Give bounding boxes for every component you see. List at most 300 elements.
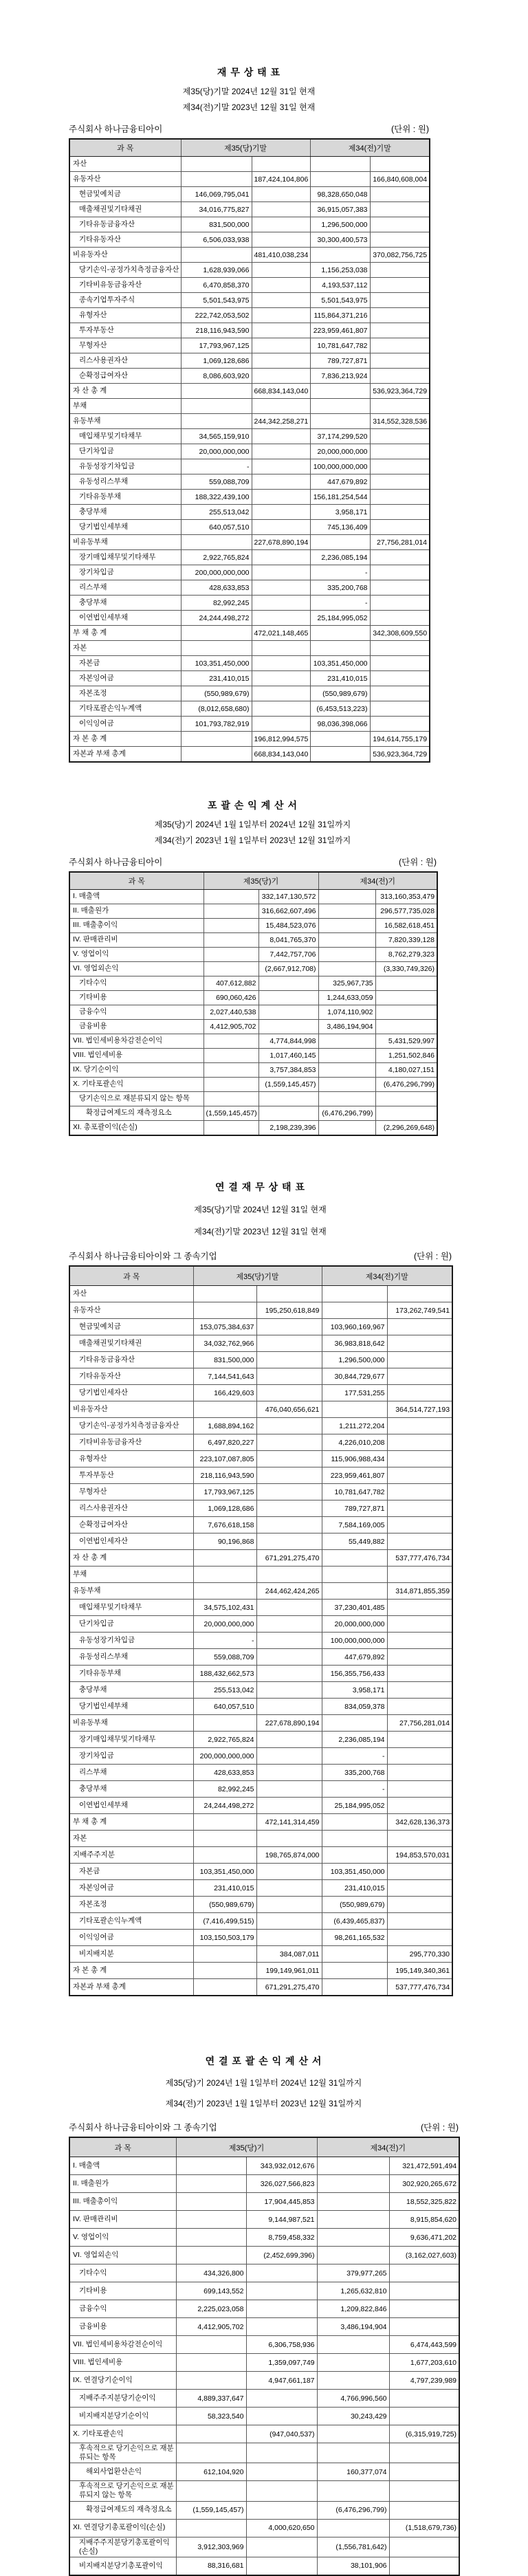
amount-cell bbox=[370, 550, 430, 565]
table-row bbox=[69, 1121, 437, 1136]
financial-table bbox=[69, 138, 430, 763]
amount-cell bbox=[181, 248, 252, 263]
amount-cell bbox=[317, 2481, 389, 2501]
amount-cell: 34,565,159,910 bbox=[181, 429, 252, 444]
amount-cell: - bbox=[310, 596, 370, 611]
amount-cell bbox=[193, 1567, 256, 1583]
table-row bbox=[69, 1666, 452, 1682]
account-cell: 기타수익 bbox=[69, 2264, 176, 2282]
amount-cell bbox=[176, 2443, 246, 2463]
amount-cell bbox=[256, 1319, 322, 1335]
statement-dates bbox=[69, 1199, 452, 1243]
amount-cell bbox=[256, 1781, 322, 1798]
amount-cell bbox=[256, 1699, 322, 1715]
amount-cell bbox=[387, 1286, 452, 1302]
amount-cell: 1,017,460,145 bbox=[258, 1049, 318, 1063]
account-cell: VI. 영업외손익 bbox=[69, 962, 204, 976]
amount-cell bbox=[387, 1732, 452, 1748]
amount-cell: (6,439,465,837) bbox=[322, 1913, 387, 1930]
table-row bbox=[69, 2336, 459, 2354]
amount-cell bbox=[375, 1005, 437, 1020]
account-cell: 기타비용 bbox=[69, 991, 204, 1005]
amount-cell: 7,144,541,643 bbox=[193, 1368, 256, 1385]
amount-cell bbox=[387, 1484, 452, 1500]
amount-cell: 5,431,529,997 bbox=[375, 1034, 437, 1049]
table-row bbox=[69, 1847, 452, 1864]
amount-cell bbox=[370, 353, 430, 369]
amount-cell bbox=[370, 474, 430, 490]
amount-cell bbox=[181, 747, 252, 763]
amount-cell bbox=[176, 2229, 246, 2247]
amount-cell bbox=[370, 671, 430, 686]
amount-cell bbox=[387, 1368, 452, 1385]
amount-cell bbox=[204, 1034, 258, 1049]
amount-cell bbox=[322, 1847, 387, 1864]
amount-cell bbox=[246, 2282, 317, 2300]
table-row bbox=[69, 384, 430, 399]
financial-table bbox=[69, 2137, 460, 2576]
table-row bbox=[69, 890, 437, 904]
amount-cell: 325,967,735 bbox=[318, 976, 375, 991]
amount-cell bbox=[310, 626, 370, 641]
column-header-current-period: 제35(당)기 bbox=[176, 2137, 317, 2157]
table-row bbox=[69, 2537, 459, 2557]
amount-cell: 314,871,855,359 bbox=[387, 1583, 452, 1600]
table-row bbox=[69, 520, 430, 535]
amount-cell: 115,864,371,216 bbox=[310, 308, 370, 323]
amount-cell bbox=[252, 202, 310, 217]
amount-cell: 2,198,239,396 bbox=[258, 1121, 318, 1136]
table-row bbox=[69, 2300, 459, 2318]
amount-cell bbox=[176, 2336, 246, 2354]
amount-cell bbox=[176, 2354, 246, 2372]
amount-cell: 1,296,500,000 bbox=[322, 1352, 387, 1368]
amount-cell: 559,088,709 bbox=[181, 474, 252, 490]
amount-cell bbox=[317, 2157, 389, 2175]
table-row bbox=[69, 1049, 437, 1063]
amount-cell: 379,977,265 bbox=[317, 2264, 389, 2282]
account-cell: 단기차입금 bbox=[69, 1616, 193, 1633]
column-header-prior-period: 제34(전)기말 bbox=[322, 1266, 452, 1286]
amount-cell bbox=[181, 414, 252, 429]
table-row bbox=[69, 1500, 452, 1517]
amount-cell bbox=[176, 2481, 246, 2501]
amount-cell bbox=[375, 976, 437, 991]
table-row bbox=[69, 948, 437, 962]
table-row bbox=[69, 2408, 459, 2425]
table-row bbox=[69, 611, 430, 626]
amount-cell: 196,812,994,575 bbox=[252, 732, 310, 747]
amount-cell: 218,116,943,590 bbox=[193, 1467, 256, 1484]
amount-cell bbox=[252, 459, 310, 474]
amount-cell: 6,497,820,227 bbox=[193, 1434, 256, 1451]
statement-meta bbox=[69, 1249, 452, 1262]
amount-cell bbox=[256, 1649, 322, 1666]
amount-cell: 153,075,384,637 bbox=[193, 1319, 256, 1335]
account-cell: 장기차입금 bbox=[69, 565, 181, 580]
amount-cell bbox=[317, 2443, 389, 2463]
amount-cell bbox=[193, 1286, 256, 1302]
amount-cell: 343,932,012,676 bbox=[246, 2157, 317, 2175]
amount-cell bbox=[318, 919, 375, 933]
amount-cell bbox=[318, 1063, 375, 1078]
amount-cell bbox=[387, 1434, 452, 1451]
amount-cell: 20,000,000,000 bbox=[322, 1616, 387, 1633]
account-cell: 금융비용 bbox=[69, 1020, 204, 1034]
amount-cell bbox=[204, 933, 258, 948]
amount-cell bbox=[204, 962, 258, 976]
amount-cell: 166,840,608,004 bbox=[370, 172, 430, 187]
amount-cell: 8,086,603,920 bbox=[181, 369, 252, 384]
amount-cell bbox=[252, 520, 310, 535]
amount-cell bbox=[387, 1567, 452, 1583]
amount-cell: 4,412,905,702 bbox=[176, 2318, 246, 2336]
table-row bbox=[69, 2463, 459, 2481]
amount-cell: 314,552,328,536 bbox=[370, 414, 430, 429]
amount-cell bbox=[246, 2300, 317, 2318]
amount-cell: 7,820,339,128 bbox=[375, 933, 437, 948]
table-row bbox=[69, 474, 430, 490]
table-row bbox=[69, 1930, 452, 1946]
table-row bbox=[69, 1034, 437, 1049]
amount-cell bbox=[176, 2247, 246, 2264]
amount-cell bbox=[370, 263, 430, 278]
table-row bbox=[69, 641, 430, 656]
account-cell: 후속적으로 당기손익으로 재분류되는 항목 bbox=[69, 2443, 176, 2463]
amount-cell bbox=[252, 217, 310, 232]
amount-cell: 4,774,844,998 bbox=[258, 1034, 318, 1049]
statement-meta bbox=[69, 855, 437, 868]
table-row bbox=[69, 1434, 452, 1451]
amount-cell: 25,184,995,052 bbox=[322, 1798, 387, 1814]
amount-cell bbox=[204, 1078, 258, 1092]
statement-dates bbox=[69, 2073, 459, 2114]
amount-cell bbox=[387, 1682, 452, 1699]
table-row bbox=[69, 1781, 452, 1798]
account-cell: 비지배지분 bbox=[69, 1946, 193, 1963]
amount-cell: 103,351,450,000 bbox=[193, 1864, 256, 1880]
table-row bbox=[69, 1484, 452, 1500]
amount-cell bbox=[375, 1106, 437, 1121]
amount-cell: 834,059,378 bbox=[322, 1699, 387, 1715]
table-row bbox=[69, 2425, 459, 2443]
amount-cell: 640,057,510 bbox=[181, 520, 252, 535]
amount-cell: 640,057,510 bbox=[193, 1699, 256, 1715]
table-row bbox=[69, 626, 430, 641]
amount-cell bbox=[256, 1286, 322, 1302]
table-row bbox=[69, 1616, 452, 1633]
amount-cell bbox=[181, 626, 252, 641]
amount-cell: (1,559,145,457) bbox=[258, 1078, 318, 1092]
amount-cell: 364,514,727,193 bbox=[387, 1401, 452, 1418]
amount-cell bbox=[252, 701, 310, 717]
amount-cell bbox=[256, 1600, 322, 1616]
amount-cell bbox=[322, 1831, 387, 1847]
amount-cell: 9,636,471,202 bbox=[389, 2229, 459, 2247]
account-cell: 유동부채 bbox=[69, 1583, 193, 1600]
amount-cell: 472,141,314,459 bbox=[256, 1814, 322, 1831]
amount-cell: 745,136,409 bbox=[310, 520, 370, 535]
account-cell: 자산 bbox=[69, 157, 181, 172]
financial-statement bbox=[69, 1180, 452, 1996]
table-body bbox=[69, 890, 437, 1136]
amount-cell: 227,678,890,194 bbox=[256, 1715, 322, 1732]
amount-cell bbox=[256, 1500, 322, 1517]
amount-cell bbox=[256, 1567, 322, 1583]
amount-cell: (3,162,027,603) bbox=[389, 2247, 459, 2264]
account-cell: 리스사용권자산 bbox=[69, 353, 181, 369]
amount-cell: 98,036,398,066 bbox=[310, 717, 370, 732]
amount-cell bbox=[256, 1418, 322, 1434]
amount-cell bbox=[322, 1715, 387, 1732]
table-row bbox=[69, 1063, 437, 1078]
table-row bbox=[69, 550, 430, 565]
account-cell: 자산 bbox=[69, 1286, 193, 1302]
table-row bbox=[69, 172, 430, 187]
amount-cell: 27,756,281,014 bbox=[370, 535, 430, 550]
table-header-row bbox=[69, 872, 437, 890]
amount-cell: 428,633,853 bbox=[181, 580, 252, 596]
amount-cell: 2,225,023,058 bbox=[176, 2300, 246, 2318]
amount-cell bbox=[317, 2519, 389, 2537]
table-row bbox=[69, 1600, 452, 1616]
table-row bbox=[69, 1732, 452, 1748]
amount-cell bbox=[322, 1567, 387, 1583]
table-row bbox=[69, 1319, 452, 1335]
amount-cell: 200,000,000,000 bbox=[181, 565, 252, 580]
account-cell: 자본금 bbox=[69, 1864, 193, 1880]
account-cell: 매입채무및기타채무 bbox=[69, 429, 181, 444]
amount-cell bbox=[387, 1319, 452, 1335]
account-cell: II. 매출원가 bbox=[69, 2175, 176, 2193]
amount-cell bbox=[318, 1078, 375, 1092]
amount-cell bbox=[370, 701, 430, 717]
statement-period-line: 제34(전)기말 2023년 12월 31일 현재 bbox=[182, 102, 316, 112]
amount-cell bbox=[252, 399, 310, 414]
amount-cell: (8,012,658,680) bbox=[181, 701, 252, 717]
account-cell: 자본과 부채 총계 bbox=[69, 1979, 193, 1996]
amount-cell: 103,150,503,179 bbox=[193, 1930, 256, 1946]
amount-cell bbox=[252, 671, 310, 686]
statement-dates bbox=[69, 817, 437, 849]
amount-cell bbox=[256, 1930, 322, 1946]
amount-cell: 3,958,171 bbox=[310, 505, 370, 520]
amount-cell: 313,160,353,479 bbox=[375, 890, 437, 904]
statement-period-line: 제34(전)기 2023년 1월 1일부터 2023년 12월 31일까지 bbox=[154, 836, 351, 845]
amount-cell: 384,087,011 bbox=[256, 1946, 322, 1963]
table-row bbox=[69, 535, 430, 550]
amount-cell bbox=[370, 717, 430, 732]
amount-cell bbox=[176, 2193, 246, 2211]
amount-cell: 231,410,015 bbox=[181, 671, 252, 686]
account-cell: 유동성장기차입금 bbox=[69, 459, 181, 474]
amount-cell: 231,410,015 bbox=[310, 671, 370, 686]
amount-cell: 342,628,136,373 bbox=[387, 1814, 452, 1831]
amount-cell bbox=[387, 1533, 452, 1550]
amount-cell bbox=[193, 1979, 256, 1996]
account-cell: 기타수익 bbox=[69, 976, 204, 991]
amount-cell bbox=[246, 2318, 317, 2336]
amount-cell bbox=[204, 904, 258, 919]
amount-cell bbox=[256, 1732, 322, 1748]
amount-cell bbox=[252, 278, 310, 293]
account-cell: IX. 당기순이익 bbox=[69, 1063, 204, 1078]
table-row bbox=[69, 2193, 459, 2211]
amount-cell: 100,000,000,000 bbox=[310, 459, 370, 474]
account-cell: VIII. 법인세비용 bbox=[69, 1049, 204, 1063]
amount-cell bbox=[389, 2300, 459, 2318]
amount-cell: (550,989,679) bbox=[181, 686, 252, 701]
amount-cell: 30,300,400,573 bbox=[310, 232, 370, 248]
account-cell: 장기차입금 bbox=[69, 1748, 193, 1765]
table-row bbox=[69, 1418, 452, 1434]
amount-cell: 227,678,890,194 bbox=[252, 535, 310, 550]
amount-cell bbox=[387, 1798, 452, 1814]
amount-cell bbox=[370, 232, 430, 248]
amount-cell: 103,351,450,000 bbox=[310, 656, 370, 671]
statement-period-line: 제34(전)기말 2023년 12월 31일 현재 bbox=[194, 1227, 327, 1236]
statement-title: 재 무 상 태 표 bbox=[217, 67, 281, 78]
account-cell: 현금및예치금 bbox=[69, 1319, 193, 1335]
amount-cell: (6,315,919,725) bbox=[389, 2425, 459, 2443]
amount-cell bbox=[317, 2211, 389, 2229]
amount-cell: 231,410,015 bbox=[193, 1880, 256, 1897]
amount-cell bbox=[252, 157, 310, 172]
amount-cell bbox=[318, 1121, 375, 1136]
table-header-row bbox=[69, 139, 430, 157]
amount-cell bbox=[389, 2282, 459, 2300]
amount-cell: 223,959,461,807 bbox=[310, 323, 370, 338]
table-row bbox=[69, 308, 430, 323]
amount-cell bbox=[317, 2175, 389, 2193]
column-header-account: 과 목 bbox=[69, 2137, 176, 2157]
table-header-row bbox=[69, 2137, 459, 2157]
amount-cell: 36,915,057,383 bbox=[310, 202, 370, 217]
amount-cell bbox=[252, 232, 310, 248]
account-cell: 리스부채 bbox=[69, 1765, 193, 1781]
amount-cell: 231,410,015 bbox=[322, 1880, 387, 1897]
amount-cell bbox=[317, 2372, 389, 2390]
amount-cell: 8,915,854,620 bbox=[389, 2211, 459, 2229]
table-row bbox=[69, 1682, 452, 1699]
amount-cell bbox=[176, 2211, 246, 2229]
account-cell: VIII. 법인세비용 bbox=[69, 2354, 176, 2372]
amount-cell: 34,016,775,827 bbox=[181, 202, 252, 217]
amount-cell bbox=[181, 732, 252, 747]
column-header-account: 과 목 bbox=[69, 139, 181, 157]
amount-cell bbox=[252, 490, 310, 505]
amount-cell: 2,922,765,824 bbox=[181, 550, 252, 565]
amount-cell: 6,306,758,936 bbox=[246, 2336, 317, 2354]
statement-period-line: 제35(당)기 2024년 1월 1일부터 2024년 12월 31일까지 bbox=[154, 820, 351, 829]
amount-cell bbox=[322, 1979, 387, 1996]
amount-cell: 9,144,987,521 bbox=[246, 2211, 317, 2229]
amount-cell: 24,244,498,272 bbox=[181, 611, 252, 626]
amount-cell: 17,793,967,125 bbox=[193, 1484, 256, 1500]
amount-cell bbox=[256, 1897, 322, 1913]
amount-cell: 699,143,552 bbox=[176, 2282, 246, 2300]
column-header-prior-period: 제34(전)기말 bbox=[310, 139, 430, 157]
table-row bbox=[69, 1286, 452, 1302]
amount-cell: (1,556,781,642) bbox=[317, 2537, 389, 2557]
amount-cell bbox=[387, 1467, 452, 1484]
amount-cell: 1,069,128,686 bbox=[181, 353, 252, 369]
amount-cell bbox=[246, 2481, 317, 2501]
amount-cell: 38,101,906 bbox=[317, 2557, 389, 2575]
account-cell: 유동성리스부채 bbox=[69, 474, 181, 490]
account-cell: VII. 법인세비용차감전순이익 bbox=[69, 1034, 204, 1049]
amount-cell bbox=[256, 1616, 322, 1633]
table-row bbox=[69, 2175, 459, 2193]
table-row bbox=[69, 933, 437, 948]
table-row bbox=[69, 1567, 452, 1583]
amount-cell: 177,531,255 bbox=[322, 1385, 387, 1401]
amount-cell: 27,756,281,014 bbox=[387, 1715, 452, 1732]
table-row bbox=[69, 1748, 452, 1765]
amount-cell bbox=[176, 2519, 246, 2537]
column-header-current-period: 제35(당)기말 bbox=[193, 1266, 322, 1286]
account-cell: IX. 연결당기순이익 bbox=[69, 2372, 176, 2390]
account-cell: 자본조정 bbox=[69, 686, 181, 701]
amount-cell bbox=[387, 1748, 452, 1765]
amount-cell: 103,351,450,000 bbox=[181, 656, 252, 671]
amount-cell: 7,584,169,005 bbox=[322, 1517, 387, 1533]
table-row bbox=[69, 2354, 459, 2372]
amount-cell bbox=[258, 1005, 318, 1020]
amount-cell: 1,359,097,749 bbox=[246, 2354, 317, 2372]
amount-cell bbox=[252, 429, 310, 444]
account-cell: 순확정급여자산 bbox=[69, 369, 181, 384]
table-row bbox=[69, 1451, 452, 1467]
account-cell: X. 기타포괄손익 bbox=[69, 1078, 204, 1092]
amount-cell bbox=[370, 656, 430, 671]
amount-cell: 20,000,000,000 bbox=[181, 444, 252, 459]
account-cell: 기타유동자산 bbox=[69, 1368, 193, 1385]
amount-cell: 476,040,656,621 bbox=[256, 1401, 322, 1418]
amount-cell: 7,836,213,924 bbox=[310, 369, 370, 384]
amount-cell: 1,209,822,846 bbox=[317, 2300, 389, 2318]
amount-cell bbox=[389, 2318, 459, 2336]
amount-cell: 17,904,445,853 bbox=[246, 2193, 317, 2211]
amount-cell bbox=[193, 1814, 256, 1831]
amount-cell bbox=[258, 1020, 318, 1034]
amount-cell bbox=[317, 2354, 389, 2372]
amount-cell: 88,316,681 bbox=[176, 2557, 246, 2575]
amount-cell bbox=[246, 2408, 317, 2425]
amount-cell: 58,323,540 bbox=[176, 2408, 246, 2425]
amount-cell bbox=[193, 1550, 256, 1567]
table-row bbox=[69, 2519, 459, 2537]
amount-cell bbox=[256, 1831, 322, 1847]
table-header-row bbox=[69, 1266, 452, 1286]
amount-cell bbox=[370, 444, 430, 459]
amount-cell bbox=[176, 2425, 246, 2443]
amount-cell: 6,506,033,938 bbox=[181, 232, 252, 248]
amount-cell bbox=[317, 2336, 389, 2354]
amount-cell: 37,230,401,485 bbox=[322, 1600, 387, 1616]
account-cell: 자 산 총 계 bbox=[69, 384, 181, 399]
amount-cell: 195,250,618,849 bbox=[256, 1302, 322, 1319]
amount-cell: (7,416,499,515) bbox=[193, 1913, 256, 1930]
amount-cell bbox=[322, 1963, 387, 1979]
table-row bbox=[69, 1467, 452, 1484]
table-row bbox=[69, 1880, 452, 1897]
amount-cell bbox=[389, 2501, 459, 2519]
account-cell: 이연법인세부채 bbox=[69, 1798, 193, 1814]
amount-cell: 321,472,591,494 bbox=[389, 2157, 459, 2175]
account-cell: 금융수익 bbox=[69, 2300, 176, 2318]
amount-cell: 434,326,800 bbox=[176, 2264, 246, 2282]
